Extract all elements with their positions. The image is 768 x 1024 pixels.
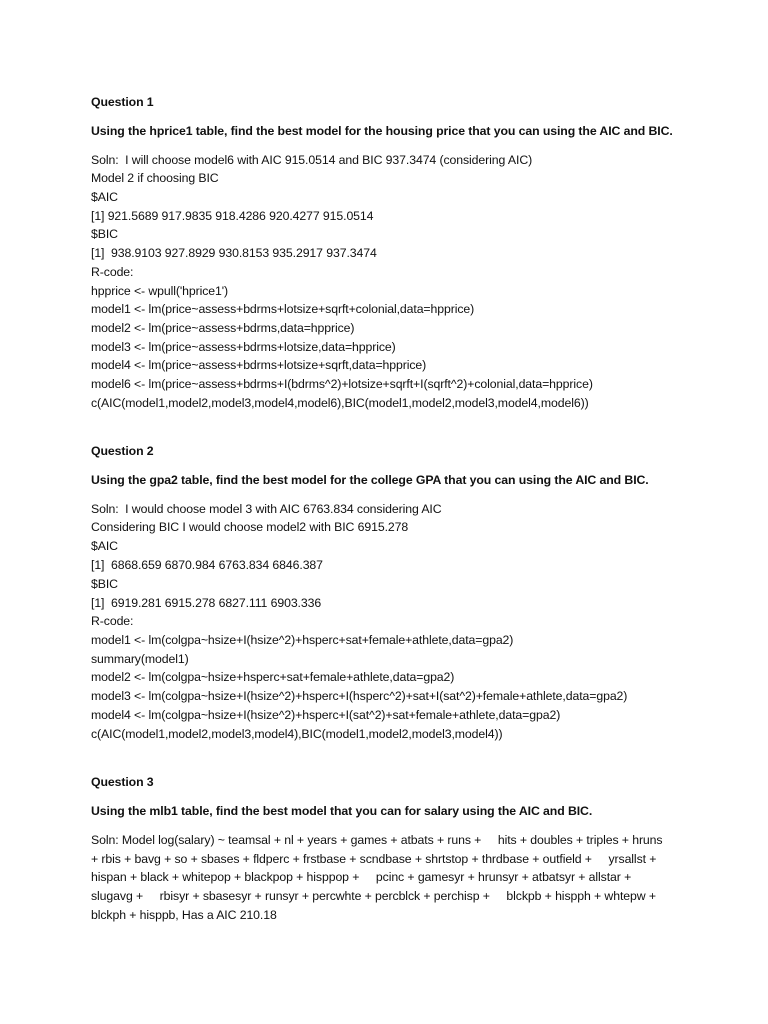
q1-line: model3 <- lm(price~assess+bdrms+lotsize,data=hpprice) <box>91 340 396 354</box>
q3-line: blckph + hisppb, Has a AIC 210.18 <box>91 908 277 922</box>
q3-line: hispan + black + whitepop + blackpop + hisppop + pcinc + gamesyr + hrunsyr + atbatsyr + allstar + <box>91 870 632 884</box>
question-1-heading: Question 1 <box>91 95 154 109</box>
question-3-heading: Question 3 <box>91 775 154 789</box>
q3-line: Soln: Model log(salary) ~ teamsal + nl + years + games + atbats + runs + hits + doubles + triples + hruns <box>91 833 663 847</box>
q1-line: [1] 921.5689 917.9835 918.4286 920.4277 915.0514 <box>91 209 374 223</box>
q2-line: [1] 6919.281 6915.278 6827.111 6903.336 <box>91 596 322 610</box>
q1-line: hpprice <- wpull('hprice1') <box>91 284 228 298</box>
q2-line: R-code: <box>91 614 134 628</box>
q2-line: [1] 6868.659 6870.984 6763.834 6846.387 <box>91 558 323 572</box>
q1-line: model4 <- lm(price~assess+bdrms+lotsize+sqrft,data=hpprice) <box>91 358 427 372</box>
q1-line: Model 2 if choosing BIC <box>91 171 219 185</box>
q2-line: model4 <- lm(colgpa~hsize+I(hsize^2)+hsperc+I(sat^2)+sat+female+athlete,data=gpa2) <box>91 708 561 722</box>
q2-line: Considering BIC I would choose model2 with BIC 6915.278 <box>91 520 409 534</box>
q1-line: model1 <- lm(price~assess+bdrms+lotsize+sqrft+colonial,data=hpprice) <box>91 302 475 316</box>
question-1-prompt: Using the hprice1 table, find the best model for the housing price that you can using the AIC and BIC. <box>91 124 673 138</box>
q3-line: + rbis + bavg + so + sbases + fldperc + frstbase + scndbase + shrtstop + thrdbase + outfield + yrsallst + <box>91 852 657 866</box>
q1-line: $AIC <box>91 190 118 204</box>
q1-line: model6 <- lm(price~assess+bdrms+I(bdrms^2)+lotsize+sqrft+I(sqrft^2)+colonial,data=hpprice) <box>91 377 593 391</box>
q1-line: model2 <- lm(price~assess+bdrms,data=hpprice) <box>91 321 355 335</box>
q2-line: c(AIC(model1,model2,model3,model4),BIC(model1,model2,model3,model4)) <box>91 727 503 741</box>
q2-line: model3 <- lm(colgpa~hsize+I(hsize^2)+hsperc+I(hsperc^2)+sat+I(sat^2)+female+athlete,data=gpa2) <box>91 689 628 703</box>
q2-line: model1 <- lm(colgpa~hsize+I(hsize^2)+hsperc+sat+female+athlete,data=gpa2) <box>91 633 514 647</box>
question-3-prompt: Using the mlb1 table, find the best model that you can for salary using the AIC and BIC. <box>91 804 593 818</box>
q2-line: model2 <- lm(colgpa~hsize+hsperc+sat+female+athlete,data=gpa2) <box>91 670 455 684</box>
q1-line: R-code: <box>91 265 134 279</box>
q1-line: $BIC <box>91 227 118 241</box>
question-2-heading: Question 2 <box>91 444 154 458</box>
q1-line: Soln: I will choose model6 with AIC 915.0514 and BIC 937.3474 (considering AIC) <box>91 153 533 167</box>
q3-line: slugavg + rbisyr + sbasesyr + runsyr + percwhte + percblck + perchisp + blckpb + hispph + whtepw + <box>91 889 656 903</box>
q1-line: c(AIC(model1,model2,model3,model4,model6),BIC(model1,model2,model3,model4,model6)) <box>91 396 589 410</box>
q2-line: $BIC <box>91 577 118 591</box>
q2-line: summary(model1) <box>91 652 189 666</box>
q2-line: Soln: I would choose model 3 with AIC 6763.834 considering AIC <box>91 502 442 516</box>
q1-line: [1] 938.9103 927.8929 930.8153 935.2917 937.3474 <box>91 246 377 260</box>
question-2-prompt: Using the gpa2 table, find the best model for the college GPA that you can using the AIC and BIC. <box>91 473 649 487</box>
q2-line: $AIC <box>91 539 118 553</box>
